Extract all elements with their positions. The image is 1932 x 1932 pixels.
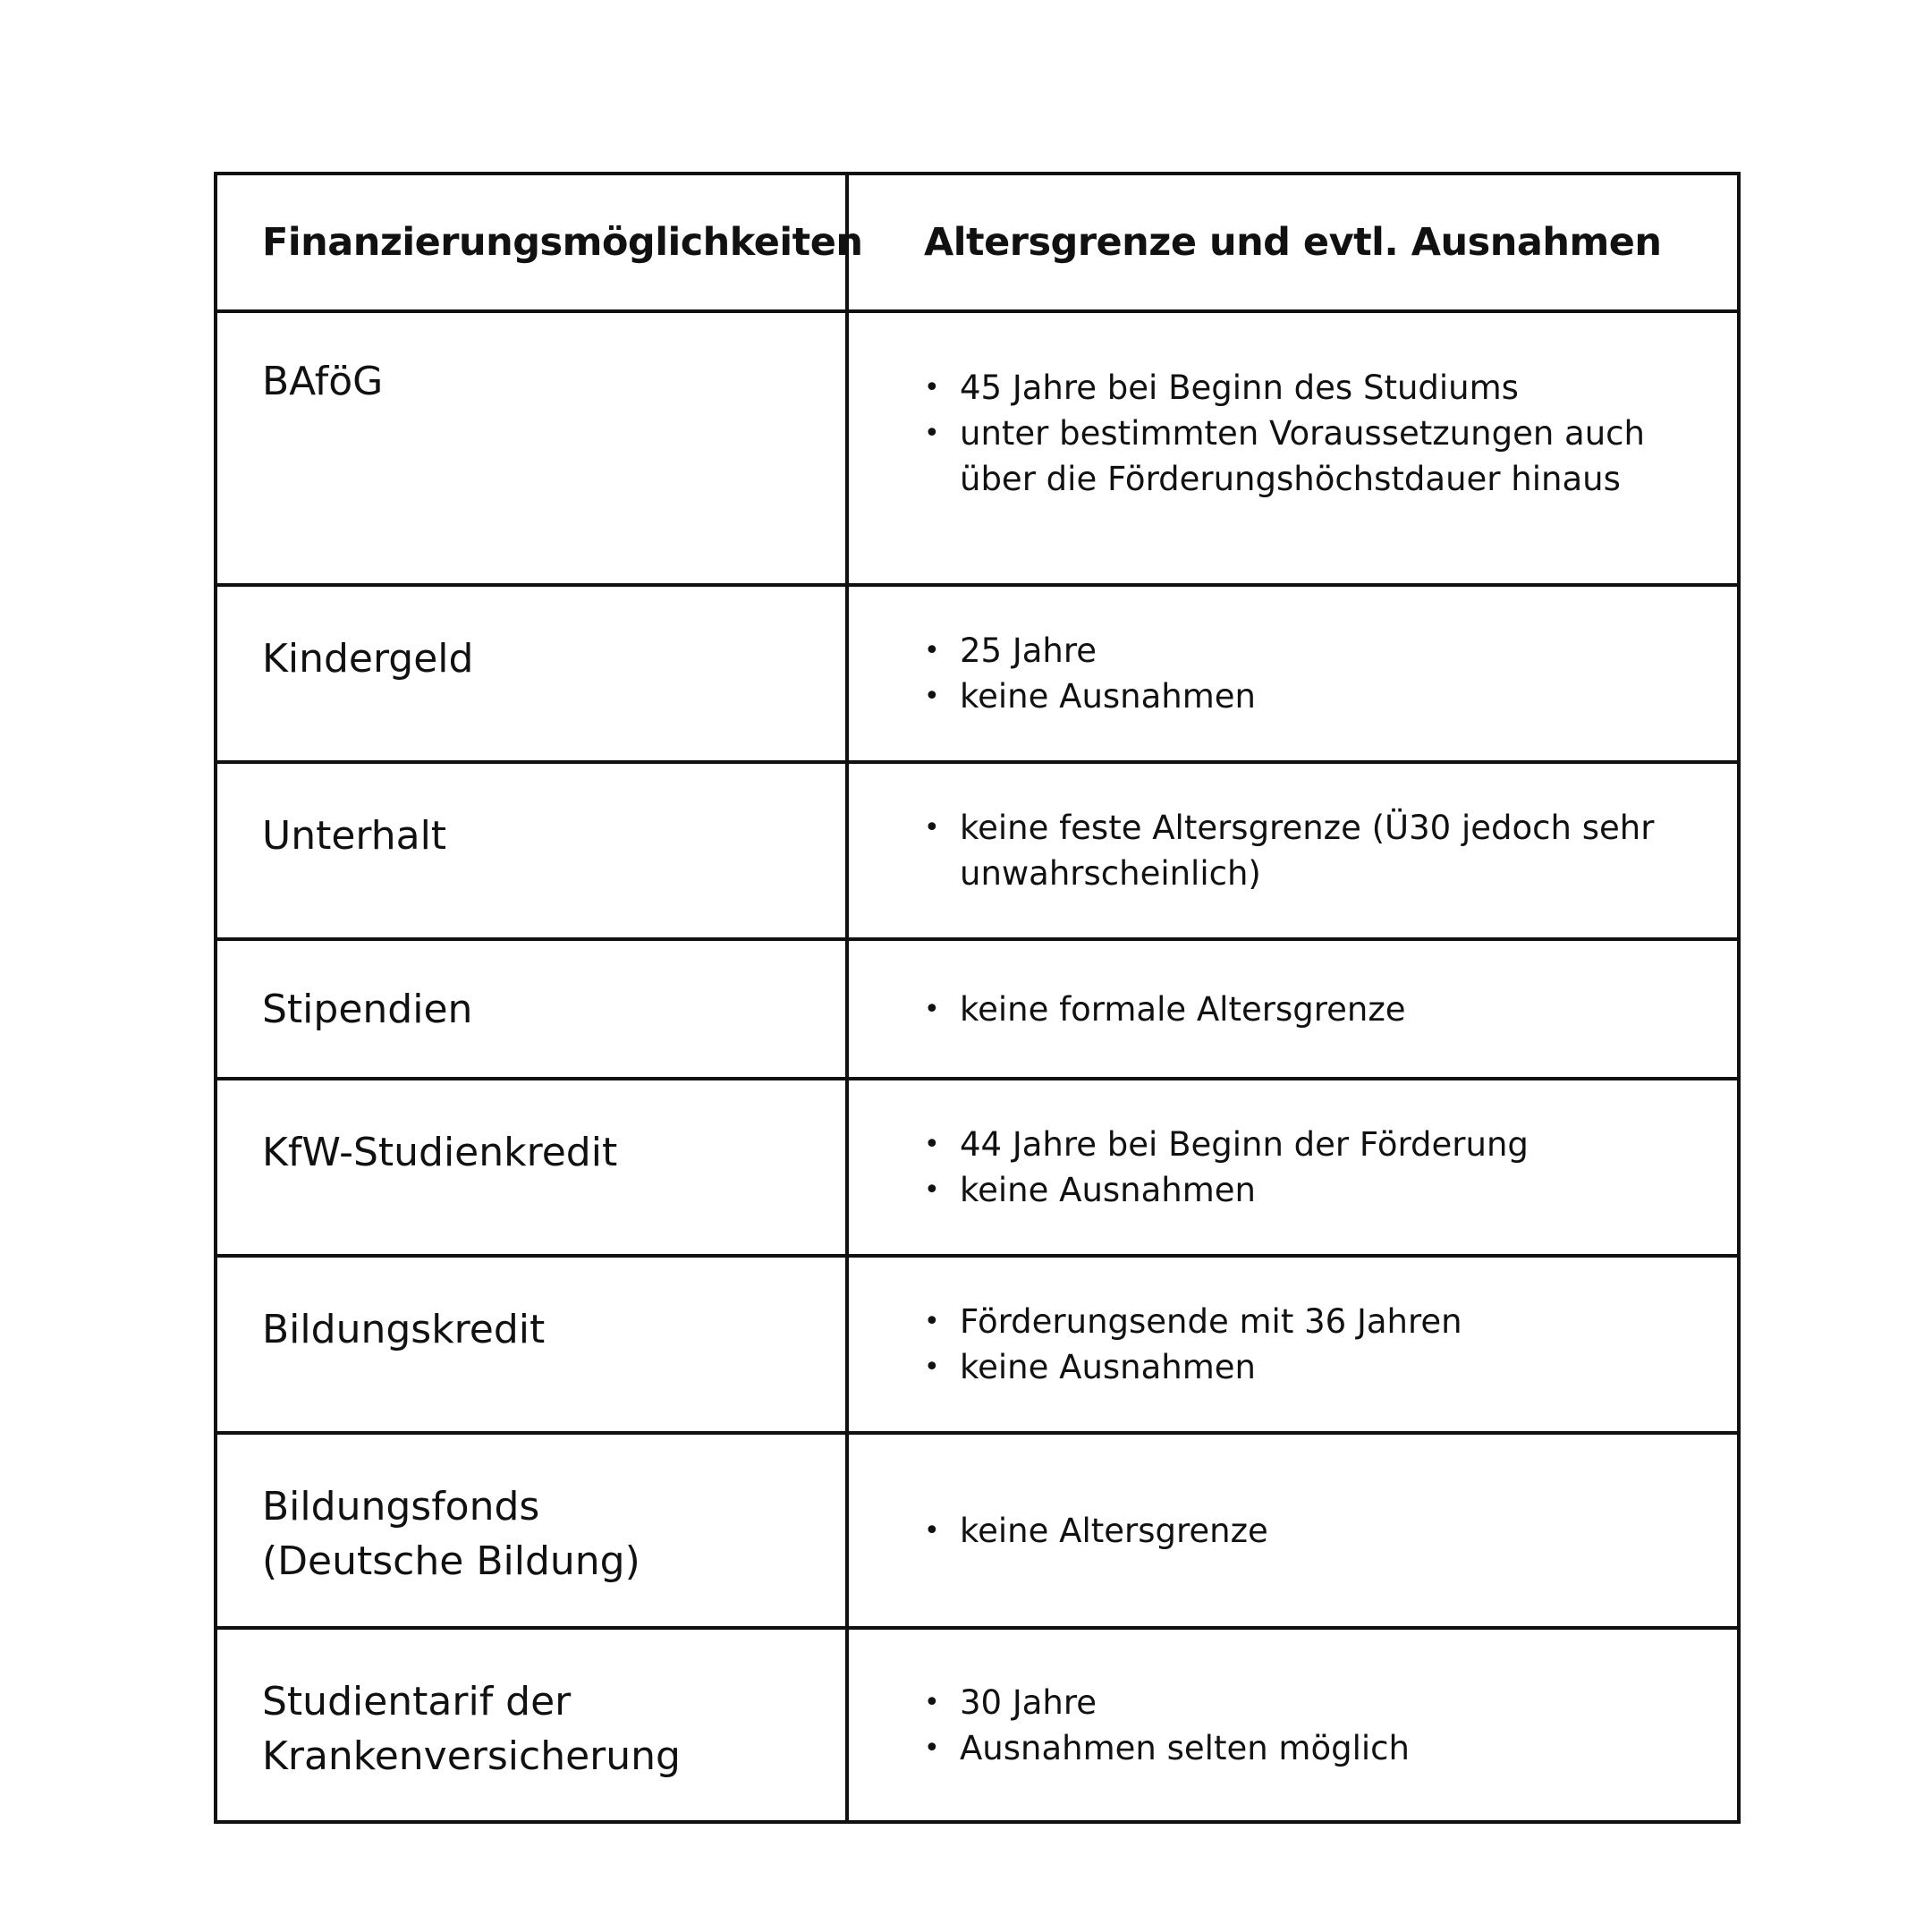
list-item (924, 628, 1701, 674)
bullet-icon: • (924, 1174, 940, 1206)
age-limit-list (924, 1680, 1701, 1771)
age-limit-cell (847, 939, 1739, 1079)
bullet-icon: • (924, 1686, 940, 1718)
header-age-limit-exceptions: Altersgrenze und evtl. Ausnahmen (847, 174, 1739, 311)
age-limit-cell (847, 585, 1739, 762)
list-item-text: keine Altersgrenze (960, 1511, 1268, 1550)
list-item (924, 1344, 1701, 1390)
age-limits-table-container (214, 172, 1737, 1824)
financing-option-name: BAföG (262, 359, 384, 404)
age-limit-cell (847, 1256, 1739, 1433)
bullet-icon: • (924, 1732, 940, 1764)
age-limit-list (924, 628, 1701, 719)
age-limit-list (924, 1508, 1701, 1554)
list-item (924, 1122, 1701, 1167)
financing-option-name: Studientarif der (262, 1679, 572, 1724)
bullet-icon: • (924, 372, 940, 403)
table-header-row (216, 174, 1739, 311)
list-item-text: keine Ausnahmen (960, 1171, 1256, 1209)
age-limit-cell (847, 311, 1739, 585)
age-limit-cell (847, 1628, 1739, 1822)
age-limit-list (924, 805, 1701, 896)
list-item (924, 411, 1701, 502)
list-item (924, 1299, 1701, 1344)
list-item-text: 44 Jahre bei Beginn der Förderung (960, 1125, 1529, 1164)
financing-option-cell (216, 1256, 847, 1433)
bullet-icon: • (924, 418, 940, 449)
financing-option-cell (216, 311, 847, 585)
financing-option-name: Bildungsfonds (262, 1484, 540, 1530)
list-item-text: unter bestimmten Voraussetzungen auch über die Förderungshöchstdauer hinaus (960, 414, 1645, 498)
financing-option-cell (216, 939, 847, 1079)
list-item-text: Förderungsende mit 36 Jahren (960, 1302, 1462, 1341)
bullet-icon: • (924, 635, 940, 666)
financing-option-name: Kindergeld (262, 636, 474, 682)
financing-option-cell (216, 1628, 847, 1822)
financing-option-name: Bildungskredit (262, 1307, 546, 1352)
age-limit-cell (847, 762, 1739, 939)
bullet-icon: • (924, 1129, 940, 1160)
list-item (924, 365, 1701, 411)
financing-option-cell (216, 762, 847, 939)
table-row (216, 1433, 1739, 1628)
list-item-text: Ausnahmen selten möglich (960, 1728, 1410, 1767)
financing-option-name: KfW-Studienkredit (262, 1130, 618, 1175)
bullet-icon: • (924, 1352, 940, 1383)
financing-option-cell (216, 585, 847, 762)
bullet-icon: • (924, 993, 940, 1025)
age-limit-list (924, 1122, 1701, 1213)
list-item-text: keine Ausnahmen (960, 1348, 1256, 1386)
list-item (924, 1725, 1701, 1771)
age-limit-cell (847, 1433, 1739, 1628)
financing-option-name-line2: Krankenversicherung (262, 1733, 681, 1779)
age-limit-cell (847, 1079, 1739, 1256)
bullet-icon: • (924, 812, 940, 843)
table-row (216, 939, 1739, 1079)
table-row (216, 585, 1739, 762)
age-limit-list (924, 987, 1701, 1032)
list-item (924, 805, 1701, 896)
list-item (924, 1508, 1701, 1554)
bullet-icon: • (924, 681, 940, 712)
list-item (924, 674, 1701, 719)
table-row (216, 1628, 1739, 1822)
list-item-text: 30 Jahre (960, 1682, 1097, 1722)
financing-option-name: Stipendien (262, 987, 473, 1032)
financing-option-name: Unterhalt (262, 813, 447, 859)
list-item-text: 45 Jahre bei Beginn des Studiums (960, 369, 1519, 407)
table-row (216, 762, 1739, 939)
list-item (924, 1680, 1701, 1725)
age-limits-table (214, 172, 1741, 1824)
list-item-text: keine Ausnahmen (960, 677, 1256, 716)
financing-option-cell (216, 1433, 847, 1628)
list-item (924, 987, 1701, 1032)
table-row (216, 1079, 1739, 1256)
financing-option-cell (216, 1079, 847, 1256)
list-item-text: keine formale Altersgrenze (960, 989, 1406, 1029)
header-financing-options: Finanzierungsmöglichkeiten (216, 174, 847, 311)
list-item-text: 25 Jahre (960, 631, 1097, 670)
bullet-icon: • (924, 1514, 940, 1546)
list-item-text: keine feste Altersgrenze (Ü30 jedoch sehr unwahrscheinlich) (960, 809, 1655, 893)
age-limit-list (924, 1299, 1701, 1390)
table-row (216, 1256, 1739, 1433)
list-item (924, 1167, 1701, 1213)
table-row (216, 311, 1739, 585)
financing-option-name-line2: (Deutsche Bildung) (262, 1538, 640, 1584)
age-limit-list (924, 365, 1701, 502)
bullet-icon: • (924, 1306, 940, 1337)
